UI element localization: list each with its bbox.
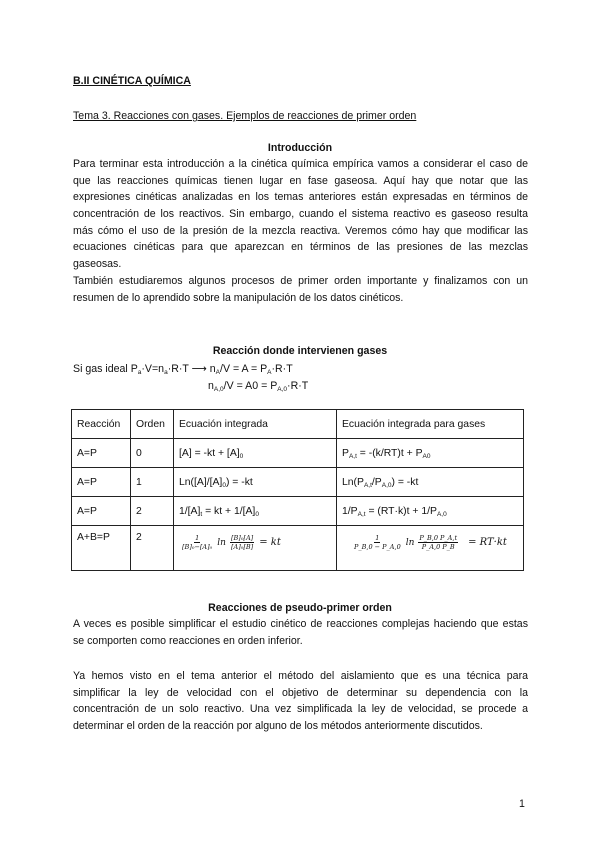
paragraph-line: ecuaciones cinéticas para que aparezcan en términos de las presiones de las mezclas (73, 241, 528, 254)
header-reaction: Reacción (72, 410, 131, 439)
pseudo-heading: Reacciones de pseudo-primer orden (208, 602, 392, 614)
paragraph-line: determinar el orden de la reacción por alguno de los métodos anteriormente discutidos. (73, 720, 483, 733)
order-cell: 0 (131, 439, 174, 468)
paragraph-line: concentración de un solo reactivo. Una vez simplificada la ley de velocidad, se procede a (73, 703, 528, 716)
paragraph-line: A veces es posible simplificar el estudio cinético de reacciones complejas haciendo que estas (73, 618, 528, 630)
table-row (72, 468, 524, 497)
section-title: B.II CINÉTICA QUÍMICA (73, 75, 191, 87)
second-order-mixed-gas-formula: $\frac{1}{P\_B,0 - P\_A,0}$ ln $\frac{P\_B,0 P\_A,t}{P\_A,0 P\_B}$ = RT·kt (354, 534, 507, 551)
header-order: Orden (131, 410, 174, 439)
reaction-cell: A=P (72, 468, 131, 497)
gases-heading: Reacción donde intervienen gases (212, 345, 388, 357)
table-header-row (72, 410, 524, 439)
paragraph-line: Para terminar esta introducción a la cinética química empírica vamos a considerar el caso de (73, 158, 528, 170)
table-row (72, 439, 524, 468)
paragraph-line: simplificar la ley de velocidad con el objetivo de determinar su dependencia con la (73, 686, 528, 699)
reaction-cell: A=P (72, 497, 131, 526)
integrated-equation-cell: $Ln([A]/[A]_0) = -kt$ (174, 468, 337, 497)
second-order-mixed-formula: $\frac{1}{\text{[B]₀−[A]₀}}$ ln $\frac{\text{[B]₀[A]}}{\text{[A]₀[B]}}$ = kt (182, 534, 281, 551)
reaction-cell: A+B=P (72, 526, 131, 571)
table-row (72, 497, 524, 526)
table-row (72, 526, 524, 571)
paragraph-line: También estudiaremos algunos procesos de primer orden importante y finalizamos con un (73, 275, 528, 287)
integrated-equation-cell: $1/[A]_t$ = kt + $1/[A]_0$ (174, 497, 337, 526)
reaction-cell: A=P (72, 439, 131, 468)
rate-equations-table (71, 409, 524, 571)
gas-equation-cell: $P_{A,t} = -(k/RT)t + P_{A0}$ (337, 439, 524, 468)
page-number: 1 (519, 798, 525, 810)
order-cell: 2 (131, 497, 174, 526)
gas-equation-cell: $Ln(P_{A,t}/P_{A,0}) = -kt$ (337, 468, 524, 497)
gas-equation-cell: $1/P_{A,t} = (RT\cdot k)t + 1/P_{A,0}$ (337, 497, 524, 526)
order-cell: 1 (131, 468, 174, 497)
introduction-paragraph-1 (73, 156, 528, 273)
header-integrated-equation: Ecuación integrada (174, 410, 337, 439)
gas-equation-cell (337, 526, 524, 571)
paragraph-line: se comporten como reacciones en orden inferior. (73, 634, 303, 647)
paragraph-line: gaseosas. (73, 258, 122, 271)
introduction-paragraph-2 (73, 273, 528, 306)
paragraph-line: que las reacciones químicas tienen lugar en fase gaseosa. Aquí hay que notar que las (73, 174, 528, 187)
header-gas-equation: Ecuación integrada para gases (337, 410, 524, 439)
paragraph-line: Ya hemos visto en el tema anterior el método del aislamiento que es una técnica para (73, 670, 528, 682)
order-cell: 2 (131, 526, 174, 571)
paragraph-line: concentración de los reactivos. Sin embargo, cuando el sistema reactivo es gaseoso resulta (73, 208, 528, 221)
integrated-equation-cell: $[A] = -kt + [A]_0$ (174, 439, 337, 468)
introduction-heading: Introducción (267, 142, 333, 154)
paragraph-line: expresiones cinéticas analizadas en los temas anteriores están expresadas en términos de (73, 191, 528, 204)
pseudo-paragraph-2 (73, 668, 528, 735)
integrated-equation-cell (174, 526, 337, 571)
topic-title: Tema 3. Reacciones con gases. Ejemplos de reacciones de primer orden (73, 110, 417, 122)
initial-pressure-equation: $n_{A,0}/V = A0 = P_{A,0}\cdot R\cdot T$ (208, 380, 309, 393)
pseudo-paragraph-1 (73, 616, 528, 649)
paragraph-line: más cómo el uso de la presión de la mezcla reactiva. Veremos cómo hay que modificar las (73, 224, 528, 237)
ideal-gas-equation: Si gas ideal $P_a\cdot V=n_a\cdot R\cdot T$ ⟶ $n_A/V = A = P_A\cdot R\cdot T$ (73, 363, 293, 376)
paragraph-line: resumen de lo aprendido sobre la manipulación de los datos cinéticos. (73, 291, 404, 304)
